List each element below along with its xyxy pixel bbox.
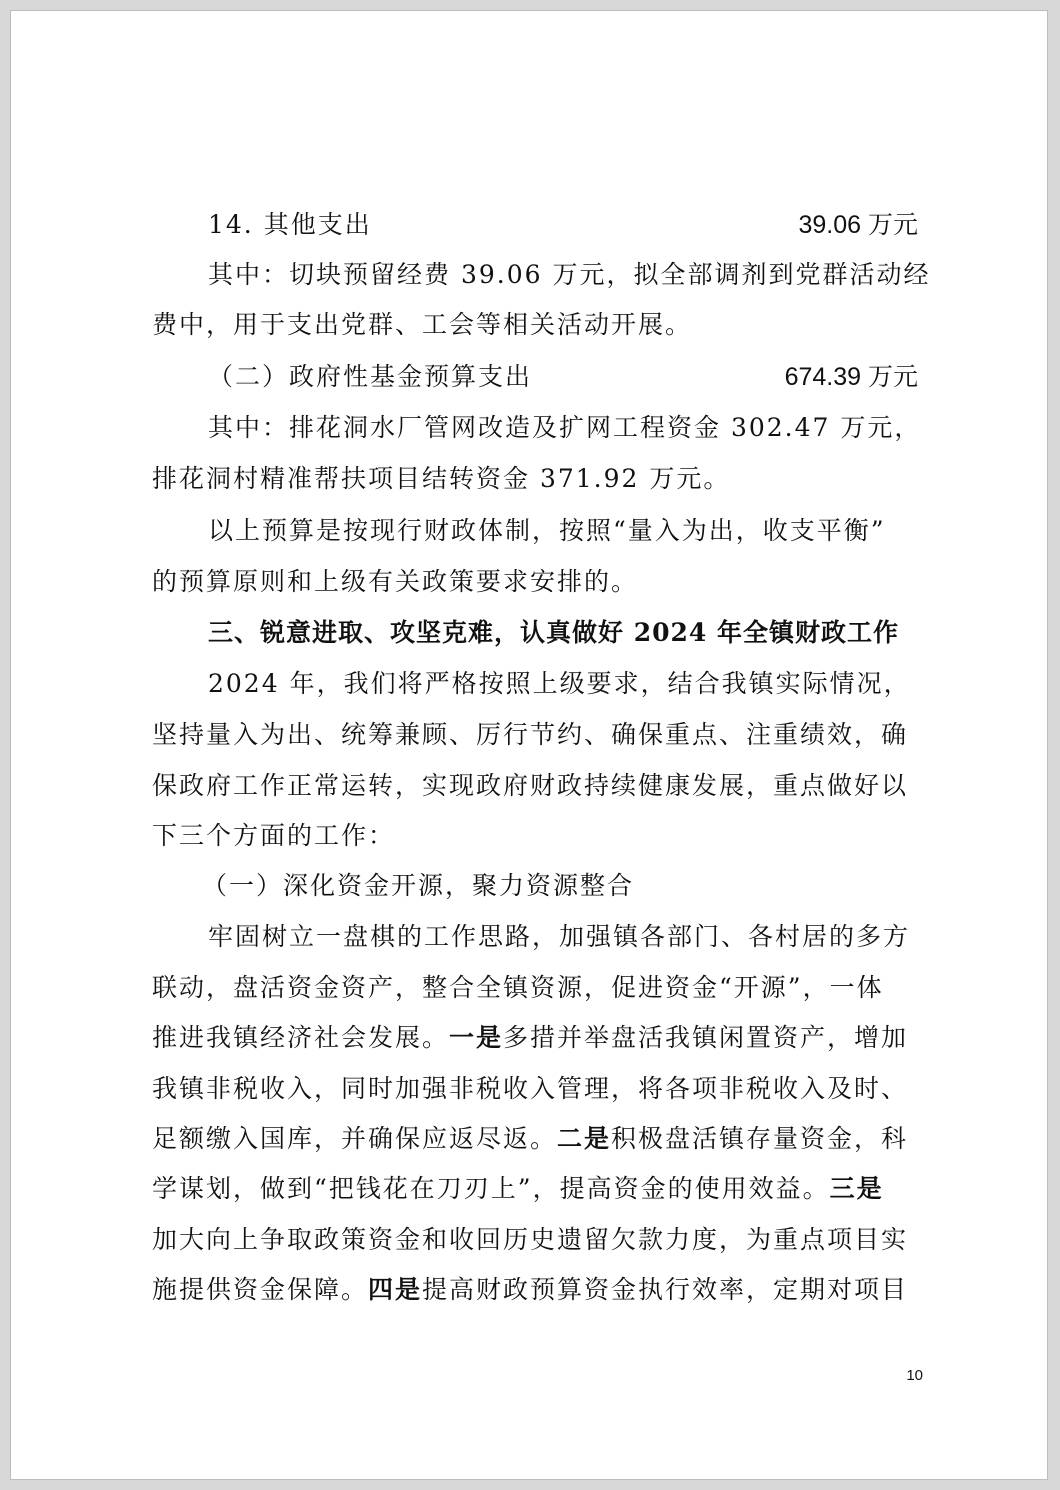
- item-14-amount: 39.06 万元: [798, 211, 918, 239]
- paragraph-line: 排花洞村精准帮扶项目结转资金 371.92 万元。: [152, 464, 731, 493]
- paragraph-line: 其中：切块预留经费 39.06 万元，拟全部调剂到党群活动经: [208, 260, 931, 289]
- section-2-amount: 674.39 万元: [784, 363, 918, 391]
- text-run: 推进我镇经济社会发展。: [152, 1023, 450, 1052]
- paragraph-line: 保政府工作正常运转，实现政府财政持续健康发展，重点做好以: [152, 771, 909, 800]
- paragraph-line: 牢固树立一盘棋的工作思路，加强镇各部门、各村居的多方: [208, 922, 911, 951]
- paragraph-line: 其中：排花洞水厂管网改造及扩网工程资金 302.47 万元，: [208, 413, 922, 442]
- text-run: 施提供资金保障。: [152, 1275, 369, 1304]
- paragraph-line: 加大向上争取政策资金和收回历史遗留欠款力度，为重点项目实: [152, 1225, 909, 1254]
- paragraph-line: 联动，盘活资金资产，整合全镇资源，促进资金“开源”，一体: [152, 973, 884, 1002]
- emphasis-text: 二是: [557, 1124, 612, 1153]
- text-run: 积极盘活镇存量资金，科: [611, 1124, 909, 1153]
- emphasis-text: 一是: [449, 1023, 504, 1052]
- paragraph-line: [152, 1123, 908, 1155]
- section-2-label: （二）政府性基金预算支出: [208, 362, 533, 391]
- paragraph-line: 2024 年，我们将严格按照上级要求，结合我镇实际情况，: [208, 669, 911, 698]
- section-heading: 三、锐意进取、攻坚克难，认真做好 2024 年全镇财政工作: [208, 618, 899, 647]
- text-run: 多措并举盘活我镇闲置资产，增加: [503, 1023, 909, 1052]
- item-14-label: 14. 其他支出: [208, 210, 372, 239]
- paragraph-line: 坚持量入为出、统筹兼顾、厉行节约、确保重点、注重绩效，确: [152, 720, 909, 749]
- paragraph-line: 费中，用于支出党群、工会等相关活动开展。: [152, 310, 693, 339]
- paragraph-line: [152, 1173, 884, 1205]
- emphasis-text: 四是: [368, 1275, 423, 1304]
- text-run: 学谋划，做到“把钱花在刀刃上”，提高资金的使用效益。: [152, 1174, 830, 1203]
- subsection-heading: （一）深化资金开源，聚力资源整合: [202, 871, 635, 900]
- document-page: [10, 10, 1048, 1480]
- paragraph-line: [152, 1274, 908, 1306]
- paragraph-line: 我镇非税收入，同时加强非税收入管理，将各项非税收入及时、: [152, 1074, 909, 1103]
- text-run: 足额缴入国库，并确保应返尽返。: [152, 1124, 558, 1153]
- emphasis-text: 三是: [829, 1174, 884, 1203]
- paragraph-line: [152, 1022, 908, 1054]
- paragraph-line: 的预算原则和上级有关政策要求安排的。: [152, 567, 639, 596]
- paragraph-line: 下三个方面的工作：: [152, 821, 396, 850]
- text-run: 提高财政预算资金执行效率，定期对项目: [422, 1275, 909, 1304]
- paragraph-line: 以上预算是按现行财政体制，按照“量入为出，收支平衡”: [208, 516, 886, 545]
- page-number: 10: [906, 1367, 923, 1384]
